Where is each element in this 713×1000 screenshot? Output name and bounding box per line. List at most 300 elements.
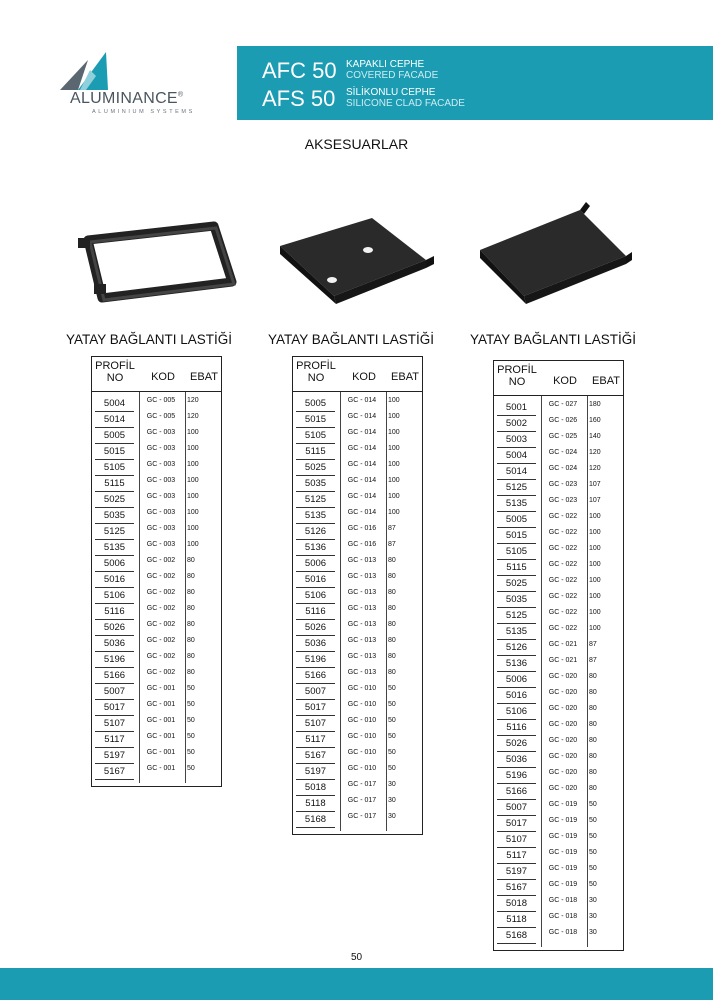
ebat-cell: 100	[388, 429, 400, 436]
kod-cell: GC - 024	[548, 449, 578, 456]
table-row	[494, 543, 623, 559]
profil-no-cell: 5135	[95, 540, 134, 556]
ebat-cell: 100	[589, 593, 601, 600]
ebat-cell: 80	[589, 673, 597, 680]
table-row	[293, 459, 422, 475]
kod-cell: GC - 026	[548, 417, 578, 424]
ebat-cell: 100	[187, 525, 199, 532]
kod-cell: GC - 002	[146, 621, 176, 628]
profil-no-cell: 5105	[497, 544, 536, 560]
ebat-cell: 80	[187, 557, 195, 564]
table-row	[92, 411, 221, 427]
table-row	[293, 539, 422, 555]
table-row	[293, 619, 422, 635]
profil-no-cell: 5026	[95, 620, 134, 636]
kod-cell: GC - 020	[548, 753, 578, 760]
caption-1: YATAY BAĞLANTI LASTİĞİ	[66, 332, 233, 347]
kod-cell: GC - 019	[548, 881, 578, 888]
ebat-cell: 87	[589, 657, 597, 664]
column-divider	[185, 392, 186, 783]
table-row	[293, 523, 422, 539]
profil-no-cell: 5135	[497, 624, 536, 640]
table-row	[494, 879, 623, 895]
profil-no-cell: 5014	[95, 412, 134, 428]
profil-no-cell: 5107	[95, 716, 134, 732]
ebat-cell: 80	[589, 705, 597, 712]
kod-cell: GC - 001	[146, 765, 176, 772]
kod-cell: GC - 022	[548, 561, 578, 568]
kod-cell: GC - 001	[146, 749, 176, 756]
brand-logo	[48, 46, 237, 120]
table-row	[92, 699, 221, 715]
table-row	[494, 575, 623, 591]
profil-no-cell: 5105	[296, 428, 335, 444]
kod-cell: GC - 001	[146, 733, 176, 740]
kod-cell: GC - 010	[347, 765, 377, 772]
profil-no-cell: 5006	[497, 672, 536, 688]
profil-no-cell: 5026	[296, 620, 335, 636]
frame-gasket-icon	[74, 220, 244, 310]
table-header	[494, 361, 623, 396]
column-divider	[340, 392, 341, 831]
profil-no-cell: 5017	[95, 700, 134, 716]
kod-cell: GC - 016	[347, 525, 377, 532]
col-header-ebat: EBAT	[592, 375, 620, 387]
table-row	[494, 655, 623, 671]
table-row	[92, 539, 221, 555]
kod-cell: GC - 017	[347, 797, 377, 804]
table-row	[494, 815, 623, 831]
ebat-cell: 100	[589, 577, 601, 584]
profil-no-cell: 5116	[296, 604, 335, 620]
kod-cell: GC - 001	[146, 701, 176, 708]
kod-cell: GC - 003	[146, 461, 176, 468]
kod-cell: GC - 013	[347, 605, 377, 612]
profil-no-cell: 5168	[497, 928, 536, 944]
ebat-cell: 100	[187, 477, 199, 484]
profil-no-cell: 5007	[95, 684, 134, 700]
col-header-ebat: EBAT	[190, 371, 218, 383]
ebat-cell: 80	[187, 589, 195, 596]
profil-no-cell: 5106	[497, 704, 536, 720]
profil-no-cell: 5107	[497, 832, 536, 848]
ebat-cell: 30	[388, 797, 396, 804]
caption-3: YATAY BAĞLANTI LASTİĞİ	[470, 332, 637, 347]
ebat-cell: 80	[388, 669, 396, 676]
kod-cell: GC - 002	[146, 573, 176, 580]
ebat-cell: 80	[388, 605, 396, 612]
ebat-cell: 50	[187, 749, 195, 756]
table-row	[293, 427, 422, 443]
kod-cell: GC - 003	[146, 477, 176, 484]
profil-no-cell: 5014	[497, 464, 536, 480]
ebat-cell: 80	[388, 621, 396, 628]
kod-cell: GC - 022	[548, 529, 578, 536]
kod-cell: GC - 020	[548, 689, 578, 696]
table-row	[293, 443, 422, 459]
ebat-cell: 120	[187, 397, 199, 404]
ebat-cell: 50	[589, 865, 597, 872]
profil-no-cell: 5117	[497, 848, 536, 864]
ebat-cell: 87	[589, 641, 597, 648]
ebat-cell: 100	[388, 477, 400, 484]
kod-cell: GC - 018	[548, 897, 578, 904]
kod-cell: GC - 010	[347, 733, 377, 740]
ebat-cell: 50	[187, 765, 195, 772]
profil-no-cell: 5004	[95, 396, 134, 412]
kod-cell: GC - 014	[347, 413, 377, 420]
table-row	[92, 507, 221, 523]
profil-no-cell: 5115	[296, 444, 335, 460]
ebat-cell: 100	[589, 529, 601, 536]
kod-cell: GC - 020	[548, 737, 578, 744]
profil-no-cell: 5016	[497, 688, 536, 704]
table-row	[293, 795, 422, 811]
table-row	[494, 687, 623, 703]
table-row	[92, 747, 221, 763]
profil-no-cell: 5007	[296, 684, 335, 700]
ebat-cell: 107	[589, 497, 601, 504]
profil-no-cell: 5035	[95, 508, 134, 524]
ebat-cell: 80	[388, 557, 396, 564]
kod-cell: GC - 002	[146, 669, 176, 676]
kod-cell: GC - 019	[548, 817, 578, 824]
profil-no-cell: 5197	[95, 748, 134, 764]
profil-no-cell: 5166	[296, 668, 335, 684]
ebat-cell: 120	[589, 465, 601, 472]
table-row	[293, 491, 422, 507]
kod-cell: GC - 003	[146, 445, 176, 452]
kod-cell: GC - 003	[146, 541, 176, 548]
table-row	[293, 475, 422, 491]
ebat-cell: 80	[187, 669, 195, 676]
kod-cell: GC - 013	[347, 573, 377, 580]
kod-cell: GC - 020	[548, 785, 578, 792]
profil-no-cell: 5018	[296, 780, 335, 796]
ebat-cell: 80	[589, 737, 597, 744]
ebat-cell: 50	[187, 701, 195, 708]
kod-cell: GC - 001	[146, 717, 176, 724]
profil-no-cell: 5026	[497, 736, 536, 752]
ebat-cell: 80	[589, 721, 597, 728]
profil-no-cell: 5196	[497, 768, 536, 784]
kod-cell: GC - 017	[347, 781, 377, 788]
ebat-cell: 107	[589, 481, 601, 488]
ebat-cell: 50	[187, 733, 195, 740]
table-row	[92, 587, 221, 603]
profil-no-cell: 5135	[296, 508, 335, 524]
ebat-cell: 180	[589, 401, 601, 408]
profil-no-cell: 5166	[95, 668, 134, 684]
ebat-cell: 80	[388, 573, 396, 580]
kod-cell: GC - 020	[548, 705, 578, 712]
ebat-cell: 100	[187, 493, 199, 500]
table-row	[494, 927, 623, 943]
ebat-cell: 50	[388, 701, 396, 708]
column-divider	[541, 396, 542, 947]
kod-cell: GC - 022	[548, 577, 578, 584]
kod-cell: GC - 014	[347, 397, 377, 404]
kod-cell: GC - 019	[548, 833, 578, 840]
triangle-logo-icon	[48, 46, 128, 92]
kod-cell: GC - 013	[347, 669, 377, 676]
profil-no-cell: 5016	[296, 572, 335, 588]
kod-cell: GC - 005	[146, 413, 176, 420]
table-row	[494, 463, 623, 479]
profil-no-cell: 5117	[296, 732, 335, 748]
table-row	[293, 555, 422, 571]
kod-cell: GC - 003	[146, 429, 176, 436]
kod-cell: GC - 001	[146, 685, 176, 692]
ebat-cell: 30	[388, 813, 396, 820]
table-row	[494, 623, 623, 639]
table-row	[92, 635, 221, 651]
ebat-cell: 100	[388, 445, 400, 452]
table-row	[494, 479, 623, 495]
table-row	[293, 731, 422, 747]
brand-subtitle: ALUMINIUM SYSTEMS	[92, 109, 195, 115]
ebat-cell: 50	[589, 849, 597, 856]
profil-no-cell: 5107	[296, 716, 335, 732]
kod-cell: GC - 002	[146, 589, 176, 596]
kod-cell: GC - 010	[347, 749, 377, 756]
kod-cell: GC - 019	[548, 801, 578, 808]
product-table-1	[91, 356, 222, 787]
col-header-kod: KOD	[553, 375, 577, 387]
kod-cell: GC - 019	[548, 865, 578, 872]
profil-no-cell: 5006	[95, 556, 134, 572]
profil-no-cell: 5196	[95, 652, 134, 668]
profil-no-cell: 5001	[497, 400, 536, 416]
table-row	[92, 651, 221, 667]
ebat-cell: 100	[187, 461, 199, 468]
profil-no-cell: 5118	[296, 796, 335, 812]
profil-no-cell: 5018	[497, 896, 536, 912]
table-row	[293, 811, 422, 827]
profil-no-cell: 5036	[95, 636, 134, 652]
table-row	[494, 911, 623, 927]
ebat-cell: 100	[187, 541, 199, 548]
profil-no-cell: 5025	[95, 492, 134, 508]
profil-no-cell: 5005	[95, 428, 134, 444]
ebat-cell: 80	[187, 605, 195, 612]
ebat-cell: 30	[589, 897, 597, 904]
model-code-2: AFS 50	[262, 86, 336, 111]
kod-cell: GC - 013	[347, 557, 377, 564]
profil-no-cell: 5015	[497, 528, 536, 544]
ebat-cell: 100	[589, 609, 601, 616]
ebat-cell: 80	[187, 621, 195, 628]
table-row	[92, 443, 221, 459]
table-row	[494, 895, 623, 911]
table-row	[494, 431, 623, 447]
profil-no-cell: 5168	[296, 812, 335, 828]
ebat-cell: 80	[589, 689, 597, 696]
page-title: AKSESUARLAR	[304, 136, 409, 152]
ebat-cell: 100	[589, 545, 601, 552]
kod-cell: GC - 014	[347, 477, 377, 484]
table-row	[494, 767, 623, 783]
page-number: 50	[350, 952, 363, 963]
col-header-profil-no: PROFİL NO	[497, 364, 537, 388]
product-table-2	[292, 356, 423, 835]
table-row	[293, 507, 422, 523]
profil-no-cell: 5196	[296, 652, 335, 668]
table-row	[494, 735, 623, 751]
profil-no-cell: 5167	[95, 764, 134, 780]
kod-cell: GC - 018	[548, 913, 578, 920]
table-row	[494, 671, 623, 687]
table-row	[293, 651, 422, 667]
table-row	[494, 639, 623, 655]
ebat-cell: 80	[589, 769, 597, 776]
kod-cell: GC - 023	[548, 481, 578, 488]
ebat-cell: 100	[388, 509, 400, 516]
kod-cell: GC - 013	[347, 653, 377, 660]
ebat-cell: 30	[589, 929, 597, 936]
ebat-cell: 50	[388, 765, 396, 772]
column-divider	[139, 392, 140, 783]
kod-cell: GC - 016	[347, 541, 377, 548]
table-row	[494, 447, 623, 463]
ebat-cell: 80	[187, 653, 195, 660]
kod-cell: GC - 003	[146, 509, 176, 516]
ebat-cell: 80	[388, 637, 396, 644]
brand-name: ALUMINANCE®	[70, 90, 184, 107]
kod-cell: GC - 014	[347, 445, 377, 452]
ebat-cell: 50	[388, 733, 396, 740]
profil-no-cell: 5016	[95, 572, 134, 588]
table-row	[494, 495, 623, 511]
column-divider	[386, 392, 387, 831]
kod-cell: GC - 020	[548, 769, 578, 776]
profil-no-cell: 5017	[497, 816, 536, 832]
table-row	[494, 863, 623, 879]
kod-cell: GC - 027	[548, 401, 578, 408]
table-header	[293, 357, 422, 392]
profil-no-cell: 5125	[95, 524, 134, 540]
table-row	[494, 783, 623, 799]
table-row	[293, 699, 422, 715]
profil-no-cell: 5106	[296, 588, 335, 604]
ebat-cell: 100	[187, 429, 199, 436]
ebat-cell: 50	[187, 717, 195, 724]
kod-cell: GC - 022	[548, 513, 578, 520]
ebat-cell: 50	[187, 685, 195, 692]
ebat-cell: 87	[388, 541, 396, 548]
col-header-profil-no: PROFİL NO	[95, 360, 135, 384]
table-row	[494, 527, 623, 543]
profil-no-cell: 5126	[296, 524, 335, 540]
ebat-cell: 120	[589, 449, 601, 456]
ebat-cell: 160	[589, 417, 601, 424]
product-table-3	[493, 360, 624, 951]
table-row	[92, 491, 221, 507]
table-row	[92, 395, 221, 411]
kod-cell: GC - 022	[548, 609, 578, 616]
kod-cell: GC - 002	[146, 557, 176, 564]
table-row	[92, 427, 221, 443]
table-row	[494, 719, 623, 735]
ebat-cell: 140	[589, 433, 601, 440]
ebat-cell: 100	[388, 461, 400, 468]
table-row	[293, 395, 422, 411]
table-row	[293, 571, 422, 587]
profil-no-cell: 5015	[95, 444, 134, 460]
kod-cell: GC - 005	[146, 397, 176, 404]
ebat-cell: 50	[388, 749, 396, 756]
table-row	[92, 555, 221, 571]
ebat-cell: 80	[589, 785, 597, 792]
profil-no-cell: 5167	[497, 880, 536, 896]
table-row	[494, 399, 623, 415]
model-desc-2: SİLİKONLU CEPHE SILICONE CLAD FACADE	[346, 87, 465, 109]
table-row	[92, 731, 221, 747]
ebat-cell: 50	[589, 801, 597, 808]
table-body	[293, 392, 422, 834]
profil-no-cell: 5025	[497, 576, 536, 592]
table-row	[494, 415, 623, 431]
profil-no-cell: 5017	[296, 700, 335, 716]
profil-no-cell: 5167	[296, 748, 335, 764]
kod-cell: GC - 014	[347, 429, 377, 436]
kod-cell: GC - 022	[548, 593, 578, 600]
table-row	[293, 411, 422, 427]
table-row	[494, 559, 623, 575]
profil-no-cell: 5125	[497, 608, 536, 624]
table-row	[494, 847, 623, 863]
ebat-cell: 100	[589, 513, 601, 520]
table-row	[293, 779, 422, 795]
ebat-cell: 80	[589, 753, 597, 760]
ebat-cell: 30	[388, 781, 396, 788]
profil-no-cell: 5003	[497, 432, 536, 448]
pad-with-holes-icon	[276, 212, 436, 312]
ebat-cell: 80	[388, 653, 396, 660]
table-row	[92, 667, 221, 683]
table-row	[494, 751, 623, 767]
col-header-kod: KOD	[352, 371, 376, 383]
table-row	[293, 747, 422, 763]
model-desc-1: KAPAKLI CEPHE COVERED FACADE	[346, 59, 439, 81]
ebat-cell: 80	[187, 573, 195, 580]
ebat-cell: 100	[187, 445, 199, 452]
table-row	[92, 571, 221, 587]
kod-cell: GC - 014	[347, 461, 377, 468]
table-header	[92, 357, 221, 392]
table-row	[494, 799, 623, 815]
table-row	[92, 683, 221, 699]
kod-cell: GC - 002	[146, 653, 176, 660]
kod-cell: GC - 014	[347, 493, 377, 500]
column-divider	[587, 396, 588, 947]
ebat-cell: 100	[589, 561, 601, 568]
profil-no-cell: 5002	[497, 416, 536, 432]
ebat-cell: 120	[187, 413, 199, 420]
kod-cell: GC - 013	[347, 637, 377, 644]
table-row	[92, 603, 221, 619]
kod-cell: GC - 003	[146, 525, 176, 532]
kod-cell: GC - 014	[347, 509, 377, 516]
kod-cell: GC - 020	[548, 673, 578, 680]
profil-no-cell: 5116	[497, 720, 536, 736]
profil-no-cell: 5005	[497, 512, 536, 528]
table-row	[92, 763, 221, 779]
col-header-ebat: EBAT	[391, 371, 419, 383]
ebat-cell: 87	[388, 525, 396, 532]
profil-no-cell: 5035	[296, 476, 335, 492]
ebat-cell: 100	[187, 509, 199, 516]
